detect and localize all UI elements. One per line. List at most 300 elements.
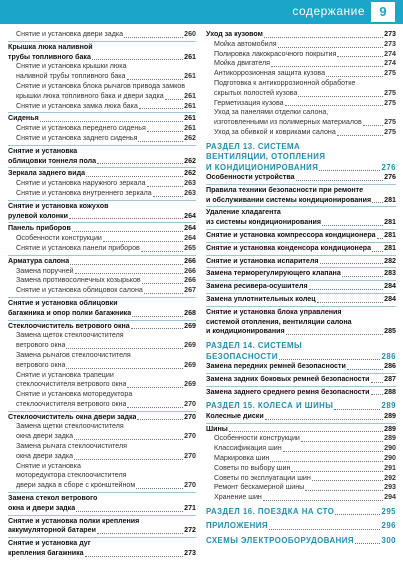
toc-leader bbox=[269, 529, 381, 530]
toc-page-number: 295 bbox=[381, 506, 396, 516]
toc-page-number: 262 bbox=[184, 133, 196, 142]
toc-page-number: 271 bbox=[184, 503, 196, 512]
toc-page-number: 268 bbox=[184, 308, 196, 317]
page-number: 9 bbox=[371, 2, 395, 22]
toc-entry[interactable] bbox=[8, 62, 196, 82]
toc-page-number: 263 bbox=[184, 179, 196, 188]
toc-page-number: 264 bbox=[184, 224, 196, 233]
toc-entry[interactable] bbox=[206, 425, 396, 435]
toc-leader bbox=[127, 387, 183, 388]
toc-page-number: 261 bbox=[184, 124, 196, 133]
toc-entry-text: ветрового окна bbox=[16, 341, 66, 350]
toc-entry[interactable] bbox=[8, 267, 196, 277]
toc-leader bbox=[153, 196, 183, 197]
toc-entry-text: Замена ресивера-осушителя bbox=[206, 282, 308, 291]
toc-leader bbox=[337, 135, 383, 136]
toc-leader bbox=[144, 293, 183, 294]
toc-entry-text: Особенности устройства bbox=[206, 172, 295, 181]
toc-entry-text: СХЕМЫ ЭЛЕКТРООБОРУДОВАНИЯ bbox=[206, 535, 354, 545]
toc-leader bbox=[377, 238, 384, 239]
toc-leader bbox=[317, 302, 384, 303]
toc-entry-text: двери задка в сборе с кронштейном bbox=[16, 481, 136, 490]
toc-entry[interactable] bbox=[206, 50, 396, 60]
toc-leader bbox=[138, 141, 183, 142]
toc-entry-text: Антикоррозионная защита кузова bbox=[214, 69, 326, 78]
toc-leader bbox=[97, 533, 183, 534]
toc-leader bbox=[131, 328, 183, 329]
toc-page-number: 269 bbox=[184, 321, 196, 330]
toc-section[interactable] bbox=[206, 341, 396, 362]
toc-leader bbox=[142, 283, 183, 284]
toc-page-number: 270 bbox=[184, 399, 196, 408]
toc-entry-text: Замена задних боковых ремней безопасности bbox=[206, 374, 370, 383]
toc-divider bbox=[8, 537, 196, 538]
toc-entry-text: стеклоочистителя ветрового окна bbox=[16, 399, 127, 408]
toc-section[interactable] bbox=[206, 521, 396, 531]
toc-entry-text: Снятие и установка замка люка бака bbox=[16, 101, 138, 110]
toc-entry-text: Снятие и установка полки крепления bbox=[8, 516, 140, 525]
toc-entry-text: Правила техники безопасности при ремонте bbox=[206, 185, 364, 194]
toc-page-number: 273 bbox=[184, 549, 196, 558]
toc-divider bbox=[206, 306, 396, 307]
toc-page-number: 275 bbox=[384, 98, 396, 107]
toc-entry[interactable] bbox=[8, 114, 196, 124]
toc-entry-text: ВЕНТИЛЯЦИИ, ОТОПЛЕНИЯ bbox=[206, 152, 326, 162]
toc-entry-text: Снятие и установка компрессора кондиционера bbox=[206, 230, 376, 239]
toc-leader bbox=[147, 131, 183, 132]
toc-page-number: 289 bbox=[384, 424, 396, 433]
toc-entry-text: Советы по эксплуатации шин bbox=[214, 473, 311, 482]
toc-leader bbox=[147, 186, 184, 187]
toc-entry-text: трубы топливного бака bbox=[8, 52, 91, 61]
toc-divider bbox=[8, 145, 196, 146]
toc-divider bbox=[8, 112, 196, 113]
toc-entry-text: Замена противосолнечных козырьков bbox=[16, 276, 141, 285]
toc-entry[interactable] bbox=[8, 539, 196, 559]
toc-entry[interactable] bbox=[8, 257, 196, 267]
toc-page-number: 284 bbox=[384, 282, 396, 291]
toc-entry[interactable] bbox=[206, 40, 396, 50]
toc-leader bbox=[334, 409, 380, 410]
toc-entry-text: Особенности конструкции bbox=[214, 434, 300, 443]
toc-page-number: 281 bbox=[384, 218, 396, 227]
toc-leader bbox=[371, 382, 384, 383]
toc-entry[interactable] bbox=[8, 202, 196, 222]
toc-leader bbox=[319, 170, 380, 171]
toc-page-number: 281 bbox=[384, 230, 396, 239]
toc-page-number: 269 bbox=[184, 360, 196, 369]
toc-entry-text: Снятие и установка крышки люка bbox=[16, 62, 127, 71]
toc-page-number: 270 bbox=[184, 432, 196, 441]
toc-leader bbox=[283, 451, 383, 452]
toc-leader bbox=[320, 263, 384, 264]
toc-leader bbox=[264, 37, 383, 38]
toc-entry[interactable] bbox=[206, 269, 396, 279]
toc-entry-text: окна и двери задка bbox=[8, 503, 76, 512]
toc-entry-text: Снятие и установка наружного зеркала bbox=[16, 179, 146, 188]
toc-leader bbox=[86, 176, 183, 177]
toc-leader bbox=[309, 289, 384, 290]
toc-page-number: 261 bbox=[184, 72, 196, 81]
toc-page-number: 275 bbox=[384, 69, 396, 78]
toc-section[interactable] bbox=[206, 142, 396, 173]
toc-page-number: 286 bbox=[384, 361, 396, 370]
toc-entry[interactable] bbox=[206, 295, 396, 305]
toc-page-number: 275 bbox=[384, 118, 396, 127]
toc-leader bbox=[296, 180, 384, 181]
toc-entry[interactable] bbox=[8, 189, 196, 199]
toc-entry-text: из системы кондиционирования bbox=[206, 218, 322, 227]
toc-entry[interactable] bbox=[206, 257, 396, 267]
toc-entry[interactable] bbox=[8, 134, 196, 144]
toc-leader bbox=[305, 490, 383, 491]
toc-divider bbox=[8, 411, 196, 412]
toc-entry-text: Замена уплотнительных колец bbox=[206, 294, 316, 303]
toc-leader bbox=[285, 105, 384, 106]
toc-entry[interactable] bbox=[206, 282, 396, 292]
toc-entry[interactable] bbox=[8, 234, 196, 244]
toc-entry-text: Колесные диски bbox=[206, 411, 264, 420]
toc-page-number: 281 bbox=[384, 243, 396, 252]
toc-entry-text: Замена поручней bbox=[16, 266, 74, 275]
toc-page-number: 292 bbox=[384, 473, 396, 482]
toc-leader bbox=[127, 407, 183, 408]
toc-page-number: 288 bbox=[384, 387, 396, 396]
toc-page-number: 296 bbox=[381, 521, 396, 531]
toc-entry[interactable] bbox=[206, 444, 396, 454]
toc-page-number: 290 bbox=[384, 444, 396, 453]
toc-page-number: 262 bbox=[184, 169, 196, 178]
toc-entry[interactable] bbox=[206, 362, 396, 372]
toc-entry[interactable] bbox=[8, 517, 196, 537]
toc-entry-text: Ремонт бескамерной шины bbox=[214, 483, 305, 492]
toc-entry-text: Замена рычага стеклоочистителя bbox=[16, 442, 127, 451]
toc-entry-text: РАЗДЕЛ 14. СИСТЕМЫ bbox=[206, 341, 303, 351]
toc-entry[interactable] bbox=[206, 474, 396, 484]
toc-leader bbox=[139, 108, 183, 109]
toc-entry[interactable] bbox=[8, 43, 196, 63]
toc-entry-text: Замена щеток стеклоочистителя bbox=[16, 331, 124, 340]
toc-entry-text: Уход за обивкой и ковриками салона bbox=[214, 127, 336, 136]
toc-entry[interactable] bbox=[206, 30, 396, 40]
toc-entry[interactable] bbox=[206, 388, 396, 398]
toc-divider bbox=[8, 200, 196, 201]
toc-entry-text: Особенности конструкции bbox=[16, 234, 102, 243]
toc-page-number: 266 bbox=[184, 276, 196, 285]
toc-leader bbox=[74, 439, 183, 440]
toc-entry-text: Хранение шин bbox=[214, 493, 262, 502]
toc-divider bbox=[206, 373, 396, 374]
toc-leader bbox=[271, 66, 383, 67]
toc-entry[interactable] bbox=[8, 351, 196, 371]
toc-divider bbox=[206, 293, 396, 294]
toc-entry[interactable] bbox=[8, 462, 196, 491]
toc-entry[interactable] bbox=[8, 299, 196, 319]
toc-section[interactable] bbox=[206, 507, 396, 517]
toc-divider bbox=[8, 515, 196, 516]
toc-leader bbox=[372, 251, 383, 252]
toc-divider bbox=[206, 423, 396, 424]
toc-page-number: 286 bbox=[381, 351, 396, 361]
page-header bbox=[0, 0, 403, 24]
toc-entry[interactable] bbox=[8, 179, 196, 189]
toc-divider bbox=[206, 280, 396, 281]
toc-entry[interactable] bbox=[8, 422, 196, 442]
toc-entry-text: Маркировка шин bbox=[214, 453, 270, 462]
toc-entry-text: Снятие и установка внутреннего зеркала bbox=[16, 188, 152, 197]
toc-page-number: 290 bbox=[384, 453, 396, 462]
toc-entry-text: Снятие и установка кожухов bbox=[8, 201, 109, 210]
toc-entry-text: Панель приборов bbox=[8, 224, 71, 233]
toc-entry-text: Снятие и установка панели приборов bbox=[16, 243, 140, 252]
toc-entry-text: Замена передних ремней безопасности bbox=[206, 361, 346, 370]
toc-page-number: 289 bbox=[381, 401, 396, 411]
toc-page-number: 274 bbox=[384, 49, 396, 58]
toc-entry[interactable] bbox=[8, 390, 196, 410]
toc-leader bbox=[66, 348, 183, 349]
toc-leader bbox=[326, 76, 383, 77]
toc-entry-text: багажника и опор полки багажника bbox=[8, 308, 132, 317]
toc-entry[interactable] bbox=[8, 30, 196, 40]
toc-leader bbox=[70, 264, 183, 265]
toc-page-number: 261 bbox=[184, 91, 196, 100]
toc-entry[interactable] bbox=[206, 79, 396, 99]
toc-entry-text: скрытых полостей кузова bbox=[214, 88, 298, 97]
toc-page-number: 300 bbox=[381, 535, 396, 545]
toc-entry[interactable] bbox=[206, 454, 396, 464]
toc-entry-text: рулевой колонки bbox=[8, 211, 68, 220]
toc-page-number: 266 bbox=[184, 256, 196, 265]
toc-entry-text: Замена щетки стеклоочистителя bbox=[16, 422, 124, 431]
toc-entry-text: аккумуляторной батареи bbox=[8, 526, 96, 535]
toc-page-number: 270 bbox=[184, 412, 196, 421]
toc-entry-text: Полировка лакокрасочного покрытия bbox=[214, 49, 337, 58]
toc-leader bbox=[137, 419, 183, 420]
toc-page-number: 289 bbox=[384, 434, 396, 443]
toc-entry-text: РАЗДЕЛ 15. КОЛЕСА И ШИНЫ bbox=[206, 401, 334, 411]
toc-entry-text: Сиденья bbox=[8, 114, 39, 123]
toc-page-number: 260 bbox=[184, 30, 196, 38]
toc-entry-text: системой отопления, вентиляции салона bbox=[206, 317, 352, 326]
toc-leader bbox=[40, 121, 183, 122]
toc-leader bbox=[69, 218, 183, 219]
toc-page-number: 261 bbox=[184, 52, 196, 61]
toc-entry-text: Стеклоочиститель ветрового окна bbox=[8, 321, 130, 330]
toc-page-number: 283 bbox=[384, 269, 396, 278]
toc-entry[interactable] bbox=[206, 231, 396, 241]
toc-entry[interactable] bbox=[8, 322, 196, 332]
toc-page-number: 267 bbox=[184, 286, 196, 295]
toc-divider bbox=[8, 492, 196, 493]
toc-page-number: 266 bbox=[184, 266, 196, 275]
toc-entry[interactable] bbox=[206, 493, 396, 503]
toc-entry-text: наливной трубы топливного бака bbox=[16, 72, 126, 81]
toc-leader bbox=[291, 471, 383, 472]
toc-leader bbox=[363, 125, 383, 126]
toc-entry-text: Крышка люка наливной bbox=[8, 42, 93, 51]
toc-entry[interactable] bbox=[8, 276, 196, 286]
toc-entry-text: облицовки тоннеля пола bbox=[8, 156, 97, 165]
toc-section[interactable] bbox=[206, 401, 396, 411]
toc-entry-text: Снятие и установка конденсора кондиционера bbox=[206, 243, 372, 252]
toc-entry[interactable] bbox=[206, 186, 396, 206]
toc-leader bbox=[141, 251, 183, 252]
toc-entry-text: РАЗДЕЛ 13. СИСТЕМА bbox=[206, 141, 301, 151]
toc-leader bbox=[265, 419, 383, 420]
toc-entry-text: окна двери задка bbox=[16, 451, 74, 460]
toc-leader bbox=[322, 225, 383, 226]
toc-divider bbox=[8, 41, 196, 42]
toc-entry-text: Советы по выбору шин bbox=[214, 463, 291, 472]
toc-entry[interactable] bbox=[206, 99, 396, 109]
toc-entry-text: Снятие и установка блока управления bbox=[206, 307, 342, 316]
toc-entry-text: Подготовка к антикоррозионной обработке bbox=[214, 78, 356, 87]
toc-entry-text: Снятие и установка испарителя bbox=[206, 256, 319, 265]
toc-leader bbox=[165, 99, 183, 100]
toc-page-number: 275 bbox=[384, 127, 396, 136]
toc-leader bbox=[335, 514, 380, 515]
toc-entry[interactable] bbox=[206, 412, 396, 422]
toc-entry[interactable] bbox=[8, 82, 196, 102]
toc-entry[interactable] bbox=[8, 224, 196, 234]
toc-page-number: 265 bbox=[184, 243, 196, 252]
toc-entry-text: Снятие и установка дуг bbox=[8, 539, 91, 548]
toc-leader bbox=[97, 163, 183, 164]
toc-divider bbox=[206, 206, 396, 207]
toc-leader bbox=[342, 276, 383, 277]
toc-leader bbox=[124, 37, 183, 38]
toc-entry-text: Замена заднего среднего ремня безопасности bbox=[206, 387, 370, 396]
toc-entry-text: Зеркала заднего вида bbox=[8, 169, 86, 178]
toc-entry[interactable] bbox=[206, 308, 396, 337]
toc-page-number: 269 bbox=[184, 341, 196, 350]
toc-entry-text: Мойка двигателя bbox=[214, 59, 271, 68]
toc-entry[interactable] bbox=[206, 483, 396, 493]
toc-entry[interactable] bbox=[8, 169, 196, 179]
toc-entry-text: Снятие и установка трапеции bbox=[16, 370, 114, 379]
toc-page-number: 282 bbox=[384, 256, 396, 265]
toc-entry[interactable] bbox=[8, 286, 196, 296]
toc-leader bbox=[286, 334, 384, 335]
toc-divider bbox=[206, 255, 396, 256]
toc-entry-text: Замена стекол ветрового bbox=[8, 494, 98, 503]
toc-leader bbox=[127, 79, 184, 80]
toc-entry[interactable] bbox=[8, 147, 196, 167]
toc-entry-text: Снятие и установка переднего сиденья bbox=[16, 124, 146, 133]
toc-entry[interactable] bbox=[206, 375, 396, 385]
toc-entry-text: ПРИЛОЖЕНИЯ bbox=[206, 521, 268, 531]
toc-entry[interactable] bbox=[206, 108, 396, 128]
toc-entry[interactable] bbox=[206, 244, 396, 254]
toc-left-column bbox=[8, 30, 196, 559]
toc-page-number: 274 bbox=[384, 59, 396, 68]
toc-entry-text: Удаление хладагента bbox=[206, 208, 281, 217]
toc-entry-text: изготовленными из полимерных материалов bbox=[214, 118, 362, 127]
toc-entry-text: моторедуктора стеклоочистителя bbox=[16, 471, 127, 480]
toc-page-number: 273 bbox=[384, 39, 396, 48]
toc-entry-text: Снятие и установка двери задка bbox=[16, 30, 124, 38]
toc-entry-text: Замена терморегулирующего клапана bbox=[206, 269, 341, 278]
toc-entry[interactable] bbox=[8, 413, 196, 423]
toc-entry-text: Снятие и установка заднего сиденья bbox=[16, 133, 138, 142]
toc-entry[interactable] bbox=[206, 59, 396, 69]
toc-entry[interactable] bbox=[8, 331, 196, 351]
toc-leader bbox=[75, 273, 184, 274]
toc-leader bbox=[372, 202, 383, 203]
toc-page-number: 276 bbox=[381, 162, 396, 172]
toc-entry[interactable] bbox=[206, 434, 396, 444]
toc-entry-text: Снятие и установка блока рычагов привода замков bbox=[16, 81, 186, 90]
toc-leader bbox=[85, 556, 184, 557]
toc-page-number: 275 bbox=[384, 88, 396, 97]
toc-entry[interactable] bbox=[8, 371, 196, 391]
toc-leader bbox=[301, 441, 383, 442]
toc-page-number: 289 bbox=[384, 411, 396, 420]
toc-page-number: 269 bbox=[184, 380, 196, 389]
toc-divider bbox=[206, 267, 396, 268]
toc-entry[interactable] bbox=[206, 464, 396, 474]
toc-leader bbox=[312, 480, 383, 481]
toc-divider bbox=[206, 184, 396, 185]
toc-leader bbox=[136, 488, 183, 489]
toc-entry-text: Стеклоочиститель окна двери задка bbox=[8, 412, 137, 421]
toc-entry[interactable] bbox=[8, 124, 196, 134]
toc-leader bbox=[298, 96, 383, 97]
toc-divider bbox=[8, 255, 196, 256]
toc-leader bbox=[76, 511, 183, 512]
toc-entry-text: Герметизация кузова bbox=[214, 98, 284, 107]
toc-page-number: 264 bbox=[184, 234, 196, 243]
toc-entry[interactable] bbox=[206, 208, 396, 228]
toc-entry-text: Снятие и установка облицовки bbox=[8, 298, 118, 307]
toc-entry[interactable] bbox=[8, 442, 196, 462]
toc-entry[interactable] bbox=[206, 69, 396, 79]
toc-leader bbox=[278, 47, 384, 48]
toc-entry[interactable] bbox=[206, 128, 396, 138]
toc-leader bbox=[132, 316, 183, 317]
toc-entry[interactable] bbox=[8, 494, 196, 514]
toc-leader bbox=[355, 543, 381, 544]
toc-leader bbox=[270, 461, 383, 462]
toc-right-column bbox=[206, 30, 396, 546]
toc-page-number: 270 bbox=[184, 451, 196, 460]
toc-divider bbox=[8, 297, 196, 298]
toc-entry-text: Снятие и установка bbox=[16, 461, 81, 470]
toc-entry-text: Снятие и установка моторедуктора bbox=[16, 390, 133, 399]
toc-page-number: 291 bbox=[384, 463, 396, 472]
toc-leader bbox=[229, 431, 383, 432]
toc-leader bbox=[371, 394, 384, 395]
toc-entry-text: РАЗДЕЛ 16. ПОЕЗДКА НА СТО bbox=[206, 506, 335, 516]
toc-entry[interactable] bbox=[206, 173, 396, 183]
toc-page-number: 261 bbox=[184, 114, 196, 123]
toc-divider bbox=[206, 386, 396, 387]
toc-page-number: 285 bbox=[384, 327, 396, 336]
toc-page-number: 261 bbox=[184, 101, 196, 110]
toc-entry-text: Классификация шин bbox=[214, 444, 282, 453]
toc-section[interactable] bbox=[206, 536, 396, 546]
toc-divider bbox=[8, 222, 196, 223]
toc-entry-text: Замена рычагов стеклоочистителя bbox=[16, 350, 131, 359]
toc-entry-text: Мойка автомобиля bbox=[214, 39, 277, 48]
toc-entry-text: окна двери задка bbox=[16, 432, 74, 441]
toc-entry-text: и кондиционирования bbox=[206, 327, 285, 336]
toc-page-number: 281 bbox=[384, 195, 396, 204]
toc-entry[interactable] bbox=[8, 102, 196, 112]
toc-entry-text: Арматура салона bbox=[8, 256, 70, 265]
toc-entry[interactable] bbox=[8, 244, 196, 254]
toc-page-number: 284 bbox=[384, 294, 396, 303]
